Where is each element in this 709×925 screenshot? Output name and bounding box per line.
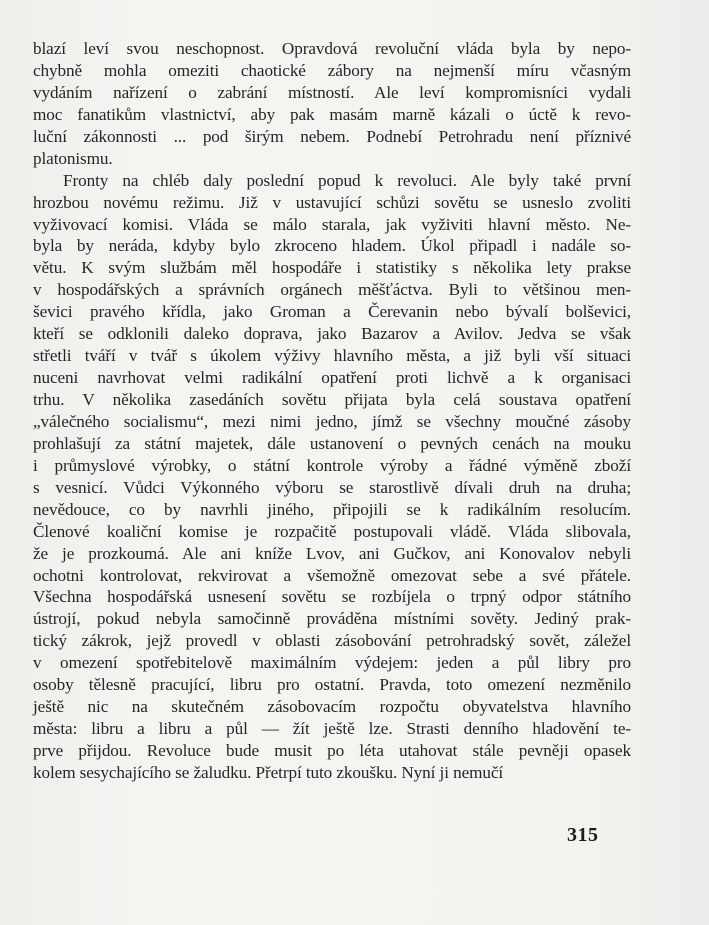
text-line: „válečného socialismu“, mezi nimi jedno, jímž se všechny moučné zásoby bbox=[33, 411, 631, 431]
text-line: ochotni kontrolovat, rekvirovat a všemožně omezovat sebe a své přátele. bbox=[33, 565, 631, 585]
text-line: hrozbou novému režimu. Již v ustavující schůzi sovětu se usneslo zvoliti bbox=[33, 192, 631, 212]
text-line: ševici pravého křídla, jako Groman a Čerevanin nebo bývalí bolševici, bbox=[33, 302, 631, 322]
text-line: chybně mohla omeziti chaotické zábory na nejmenší míru včasným bbox=[33, 60, 631, 80]
text-line: osoby tělesně pracující, libru pro ostatní. Pravda, toto omezení nezměnilo bbox=[33, 675, 631, 695]
text-line: trhu. V několika zasedáních sovětu přijata byla celá soustava opatření bbox=[33, 390, 631, 409]
text-line: platonismu. bbox=[33, 148, 113, 168]
text-line: vydáním nařízení o zabrání místností. Ale leví kompromisníci vydali bbox=[33, 82, 631, 102]
text-line: nevědouce, co by navrhli jiného, připojili se k radikálním resolucím. bbox=[33, 499, 631, 519]
text-line: prve přijdou. Revoluce bude musit po léta utahovat stále pevněji opasek bbox=[33, 741, 631, 760]
text-line: že je prozkoumá. Ale ani kníže Lvov, ani Gučkov, ani Konovalov nebyli bbox=[33, 543, 631, 563]
text-line: nuceni navrhovat velmi radikální opatření proti lichvě a k organisaci bbox=[33, 368, 631, 388]
text-line: ústrojí, pokud nebyla samočinně prováděna místními sověty. Jediný prak- bbox=[33, 609, 631, 629]
text-line: s vesnicí. Vůdci Výkonného výboru se starostlivě dívali druh na druha; bbox=[33, 477, 631, 497]
text-line: větu. K svým službám měl hospodáře i statistiky s několika lety prakse bbox=[33, 258, 631, 278]
text-line: blazí leví svou neschopnost. Opravdová revoluční vláda byla by nepo- bbox=[33, 39, 631, 58]
text-line: Všechna hospodářská usnesení sovětu se rozbíjela o trpný odpor státního bbox=[33, 587, 631, 607]
text-line: vyživovací komisi. Vláda se málo starala, jak vyživiti hlavní město. Ne- bbox=[33, 214, 631, 234]
text-line: v omezení spotřebitelově maximálním výdejem: jeden a půl libry pro bbox=[33, 653, 631, 673]
page-number: 315 bbox=[567, 824, 599, 846]
text-line: prohlašují za státní majetek, dále ustanovení o pevných cenách na mouku bbox=[33, 433, 631, 453]
text-line: kteří se odklonili daleko doprava, jako Bazarov a Avilov. Jedva se však bbox=[33, 324, 631, 344]
body-text bbox=[33, 38, 631, 784]
text-line: ještě nic na skutečném zásobovacím rozpočtu obyvatelstva hlavního bbox=[33, 697, 631, 717]
text-line: Členové koaliční komise je rozpačitě postupovali vládě. Vláda slibovala, bbox=[33, 521, 631, 541]
text-line: luční zákonnosti ... pod širým nebem. Podnebí Petrohradu není příznivé bbox=[33, 126, 631, 146]
text-line: města: libru a libru a půl — žít ještě lze. Strasti denního hladovění te- bbox=[33, 719, 631, 739]
text-line: kolem sesychajícího se žaludku. Přetrpí tuto zkoušku. Nyní ji nemučí bbox=[33, 762, 504, 782]
text-line: v hospodářských a správních orgánech měšťáctva. Byli to většinou men- bbox=[33, 280, 631, 300]
text-line: Fronty na chléb daly poslední popud k revoluci. Ale byly také první bbox=[63, 170, 631, 190]
text-line: byla by neráda, kdyby bylo zkroceno hladem. Úkol připadl i nadále so- bbox=[33, 236, 631, 256]
text-line: moc fanatikům vlastnictví, aby pak masám marně kázali o úctě k revo- bbox=[33, 104, 631, 124]
text-line: střetli tváří v tvář s úkolem výživy hlavního města, a již byli vší situaci bbox=[33, 346, 631, 366]
text-line: i průmyslové výrobky, o státní kontrole výroby a řádné výměně zboží bbox=[33, 455, 631, 475]
text-line: tický zákrok, jejž provedl v oblasti zásobování petrohradský sovět, záležel bbox=[33, 631, 631, 651]
